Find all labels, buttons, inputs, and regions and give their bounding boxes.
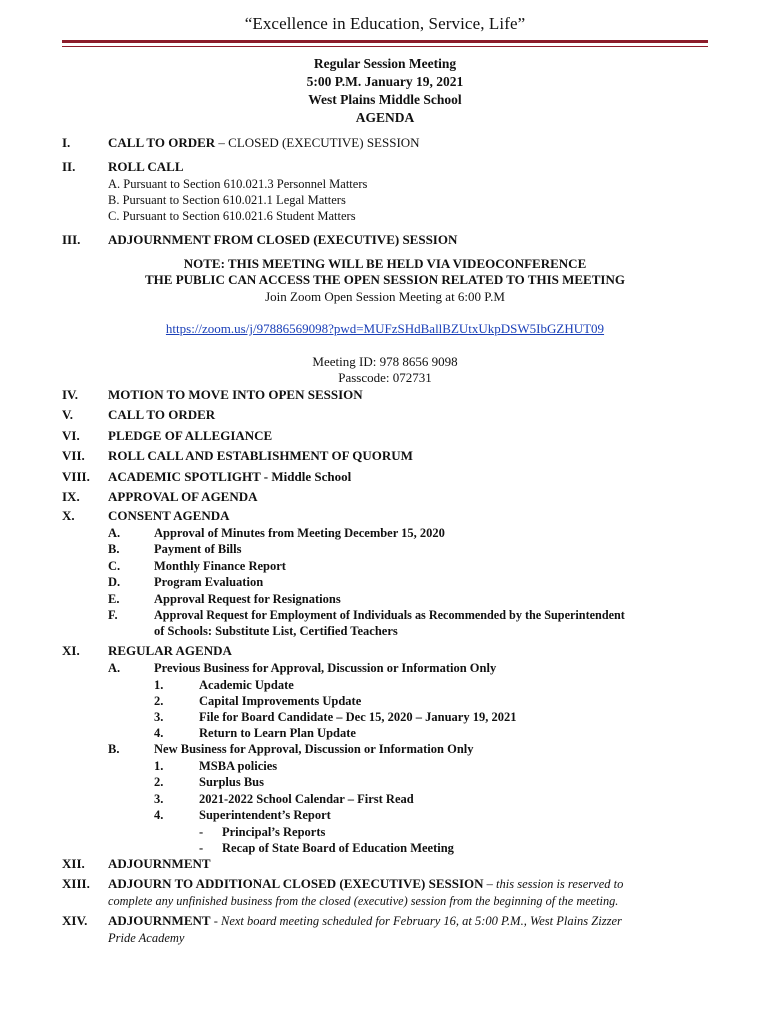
msba-policies: MSBA policies [199, 759, 278, 773]
item-number: XIII. [62, 876, 90, 891]
item-text: CALL TO ORDER – CLOSED (EXECUTIVE) SESSION [108, 135, 420, 150]
consent-item-evaluation: Program Evaluation [154, 575, 264, 589]
item-number: VIII. [62, 469, 90, 484]
sub-number: 1. [154, 678, 164, 692]
zoom-link[interactable]: https://zoom.us/j/97886569098?pwd=MUFzSHdBallBZUtxUkpDSW5IbGZHUT09 [165, 321, 605, 336]
state-board-recap: Recap of State Board of Education Meeting [222, 841, 454, 855]
roll-call-sub-a: A. Pursuant to Section 610.021.3 Personnel Matters [108, 177, 368, 191]
note-join-zoom: Join Zoom Open Session Meeting at 6:00 P.M [265, 289, 505, 304]
item-number: IX. [62, 489, 80, 504]
sub-number: 2. [154, 775, 164, 789]
item-number: VII. [62, 448, 85, 463]
item-number: VI. [62, 428, 80, 443]
header-rule-thick [62, 40, 708, 43]
item-13-note: complete any unfinished business from the closed (executive) session from the beginning of the meeting. [108, 894, 619, 908]
sub-number: 2. [154, 694, 164, 708]
item-title: ROLL CALL AND ESTABLISHMENT OF QUORUM [108, 448, 413, 463]
meeting-type: Regular Session Meeting [313, 56, 457, 71]
item-number: XIV. [62, 913, 88, 928]
item-number: IV. [62, 387, 79, 402]
consent-letter: C. [108, 559, 121, 573]
item-number: XI. [62, 643, 80, 658]
item-text: ADJOURN TO ADDITIONAL CLOSED (EXECUTIVE) SESSION – this session is reserved to [108, 876, 624, 891]
item-number: III. [62, 232, 81, 247]
new-business-title: New Business for Approval, Discussion or Information Only [154, 742, 474, 756]
roll-call-sub-c: C. Pursuant to Section 610.021.6 Student Matters [108, 209, 356, 223]
meeting-time-date: 5:00 P.M. January 19, 2021 [306, 74, 464, 89]
item-title: ROLL CALL [108, 159, 184, 174]
academic-update: Academic Update [199, 678, 294, 692]
item-text: ADJOURNMENT - Next board meeting scheduled for February 16, at 5:00 P.M., West Plains Zizzer [108, 913, 622, 928]
item-number: V. [62, 407, 73, 422]
consent-item-employment: Approval Request for Employment of Individuals as Recommended by the Superintendent [154, 608, 625, 622]
item-title: CALL TO ORDER [108, 407, 216, 422]
item-title: REGULAR AGENDA [108, 643, 232, 658]
agenda-title: AGENDA [355, 110, 415, 125]
principals-reports: Principal’s Reports [222, 825, 326, 839]
item-title: ADJOURNMENT [108, 856, 211, 871]
superintendent-report: Superintendent’s Report [199, 808, 331, 822]
school-calendar: 2021-2022 School Calendar – First Read [199, 792, 414, 806]
board-candidate-filing: File for Board Candidate – Dec 15, 2020 – January 19, 2021 [199, 710, 517, 724]
item-number: XII. [62, 856, 85, 871]
header-rule-thin [62, 46, 708, 47]
consent-letter: A. [108, 526, 121, 540]
motto: “Excellence in Education, Service, Life” [244, 14, 526, 33]
consent-letter: B. [108, 542, 120, 556]
passcode: Passcode: 072731 [338, 370, 432, 385]
regular-letter-b: B. [108, 742, 120, 756]
consent-item-bills: Payment of Bills [154, 542, 242, 556]
item-title: CONSENT AGENDA [108, 508, 230, 523]
sub-number: 1. [154, 759, 164, 773]
sub-number: 4. [154, 726, 164, 740]
consent-letter: D. [108, 575, 121, 589]
previous-business-title: Previous Business for Approval, Discussion or Information Only [154, 661, 497, 675]
capital-improvements-update: Capital Improvements Update [199, 694, 362, 708]
item-title: ADJOURNMENT FROM CLOSED (EXECUTIVE) SESSION [108, 232, 458, 247]
sub-number: 3. [154, 710, 164, 724]
meeting-location: West Plains Middle School [308, 92, 462, 107]
note-public-access: THE PUBLIC CAN ACCESS THE OPEN SESSION RELATED TO THIS MEETING [145, 272, 625, 287]
consent-letter: F. [108, 608, 118, 622]
dash-bullet: - [199, 841, 204, 855]
item-number: I. [62, 135, 71, 150]
item-title: MOTION TO MOVE INTO OPEN SESSION [108, 387, 363, 402]
sub-number: 3. [154, 792, 164, 806]
item-number: II. [62, 159, 76, 174]
return-to-learn-update: Return to Learn Plan Update [199, 726, 356, 740]
consent-item-employment-cont: of Schools: Substitute List, Certified Teachers [154, 624, 398, 638]
consent-item-resignations: Approval Request for Resignations [154, 592, 341, 606]
consent-item-finance: Monthly Finance Report [154, 559, 286, 573]
item-title: APPROVAL OF AGENDA [108, 489, 258, 504]
item-title: ACADEMIC SPOTLIGHT - Middle School [108, 469, 352, 484]
meeting-id: Meeting ID: 978 8656 9098 [312, 354, 458, 369]
regular-letter-a: A. [108, 661, 121, 675]
sub-number: 4. [154, 808, 164, 822]
item-title: PLEDGE OF ALLEGIANCE [108, 428, 273, 443]
consent-item-minutes: Approval of Minutes from Meeting December 15, 2020 [154, 526, 445, 540]
note-videoconference: NOTE: THIS MEETING WILL BE HELD VIA VIDEOCONFERENCE [183, 256, 587, 271]
surplus-bus: Surplus Bus [199, 775, 264, 789]
item-14-note: Pride Academy [108, 931, 185, 945]
zoom-link-row [0, 321, 770, 338]
roll-call-sub-b: B. Pursuant to Section 610.021.1 Legal Matters [108, 193, 346, 207]
dash-bullet: - [199, 825, 204, 839]
consent-letter: E. [108, 592, 120, 606]
item-number: X. [62, 508, 75, 523]
